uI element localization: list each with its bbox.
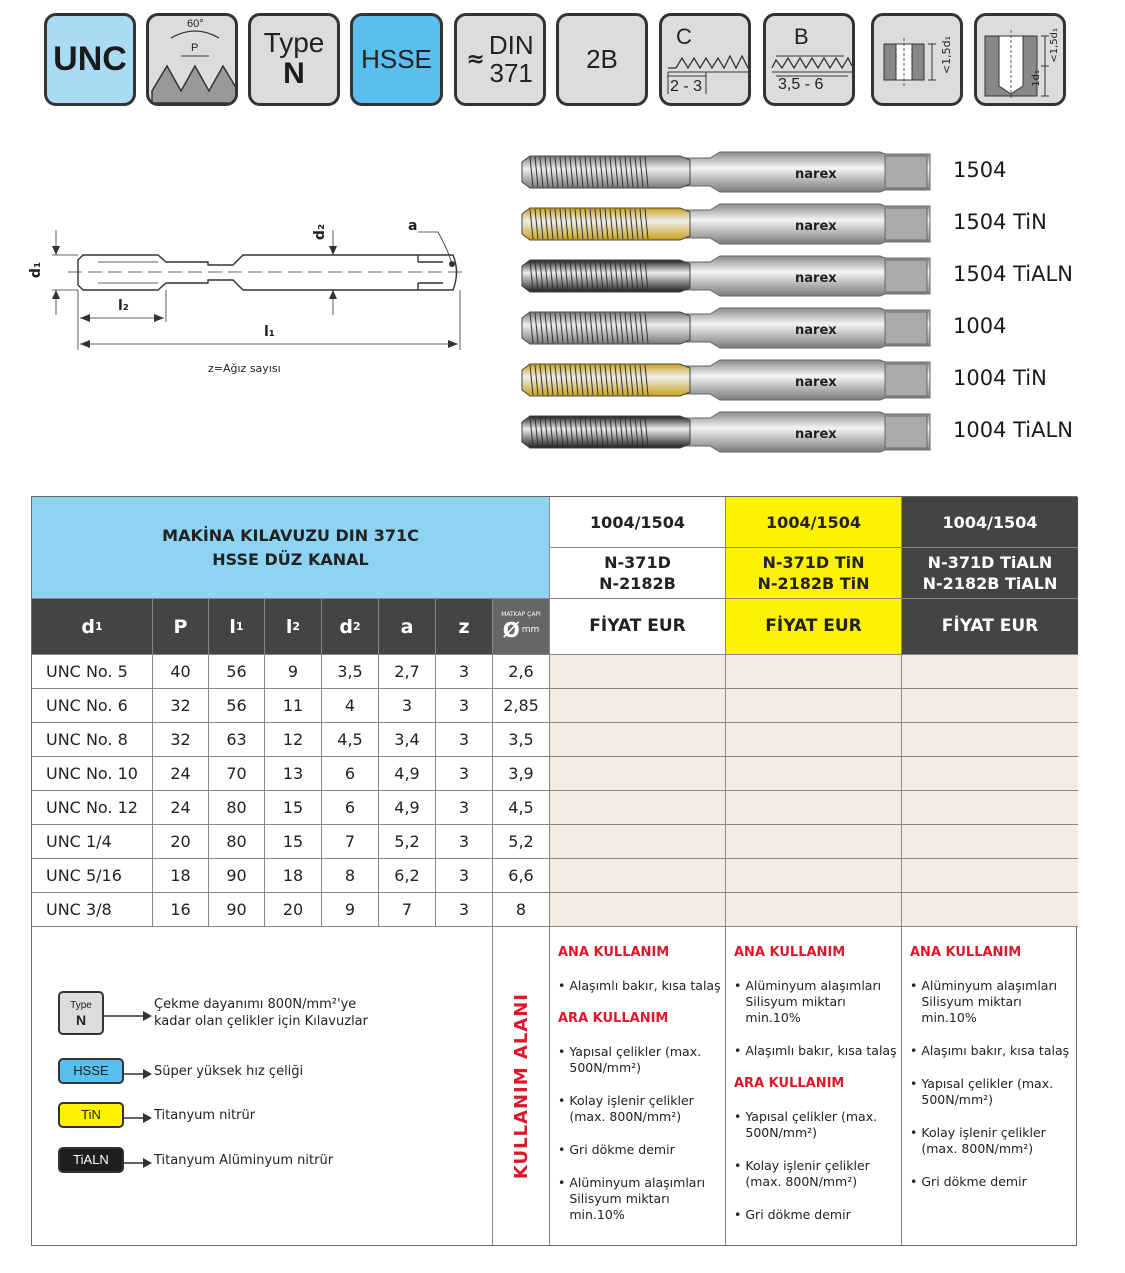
table-cell: 90 bbox=[209, 859, 265, 893]
table-cell: 2,7 bbox=[379, 655, 436, 689]
tap-label: 1504 bbox=[953, 158, 1007, 182]
usage-item: • Alaşımı bakır, kısa talaş bbox=[910, 1043, 1070, 1058]
table-cell: 20 bbox=[265, 893, 322, 927]
table-cell: 3,5 bbox=[493, 723, 550, 757]
table-cell: 9 bbox=[322, 893, 379, 927]
thread-size-cell: UNC 3/8 bbox=[32, 893, 153, 927]
hsse-badge bbox=[350, 13, 443, 106]
usage-item: • Yapısal çelikler (max. 500N/mm²) bbox=[910, 1076, 1074, 1108]
column-header-label: a bbox=[400, 615, 414, 638]
tap-label: 1004 TiN bbox=[953, 366, 1047, 390]
product-code-text: 1004/1504 bbox=[766, 512, 861, 532]
table-cell: 56 bbox=[209, 655, 265, 689]
hole1-label: <1,5d₁ bbox=[940, 36, 953, 75]
legend-text-line2: kadar olan çelikler için Kılavuzlar bbox=[154, 1014, 368, 1029]
table-cell: 7 bbox=[322, 825, 379, 859]
price-cell bbox=[902, 689, 1078, 723]
unc-badge bbox=[44, 13, 136, 106]
chamfer-c-icon bbox=[659, 13, 751, 106]
table-title-line1: MAKİNA KILAVUZU DIN 371C bbox=[162, 525, 419, 545]
usage-item-text: Gri dökme demir bbox=[745, 1207, 851, 1222]
usage-area-label-cell bbox=[493, 927, 550, 1245]
price-cell bbox=[902, 825, 1078, 859]
tap-drawing bbox=[28, 210, 478, 380]
column-header-sub: 1 bbox=[235, 620, 244, 633]
product-code-3 bbox=[902, 497, 1078, 548]
table-cell: 5,2 bbox=[493, 825, 550, 859]
table-cell: 3 bbox=[436, 791, 493, 825]
tap-image bbox=[520, 304, 932, 352]
table-cell: 3 bbox=[436, 723, 493, 757]
product-name-line1: N-371D bbox=[604, 553, 671, 572]
tap-label: 1504 TiN bbox=[953, 210, 1047, 234]
column-header bbox=[265, 599, 322, 655]
brand-logo: narex bbox=[795, 271, 837, 286]
table-cell: 24 bbox=[153, 757, 209, 791]
legend-text-line1: Titanyum nitrür bbox=[154, 1108, 256, 1123]
main-usage-title: ANA KULLANIM bbox=[558, 945, 670, 960]
table-cell: 6,6 bbox=[493, 859, 550, 893]
diameter-symbol: Ø bbox=[502, 618, 520, 642]
price-cell bbox=[726, 893, 902, 927]
tap-image bbox=[520, 356, 932, 404]
thread-size-cell: UNC No. 10 bbox=[32, 757, 153, 791]
brand-logo: narex bbox=[795, 427, 837, 442]
tap-outline-diagram bbox=[28, 210, 478, 380]
legend-swatch bbox=[58, 1102, 124, 1128]
product-names-2 bbox=[726, 548, 902, 599]
price-cell bbox=[726, 723, 902, 757]
price-cell bbox=[550, 723, 726, 757]
table-cell: 3 bbox=[436, 689, 493, 723]
price-cell bbox=[726, 859, 902, 893]
table-cell: 24 bbox=[153, 791, 209, 825]
tap-photo-row bbox=[520, 356, 1080, 404]
price-cell bbox=[726, 825, 902, 859]
column-header-label: l bbox=[285, 615, 293, 638]
usage-item-text: Gri dökme demir bbox=[569, 1142, 675, 1157]
brand-logo: narex bbox=[795, 375, 837, 390]
table-cell: 3 bbox=[436, 825, 493, 859]
legend-text bbox=[154, 1152, 484, 1169]
tap-label: 1004 TiALN bbox=[953, 418, 1073, 442]
price-cell bbox=[550, 757, 726, 791]
table-cell: 3 bbox=[436, 757, 493, 791]
usage-item-text: Alüminyum alaşımları Silisyum miktarı min.10% bbox=[745, 978, 882, 1025]
legend-text-line1: Titanyum Alüminyum nitrür bbox=[154, 1153, 334, 1168]
usage-item-text: Kolay işlenir çelikler (max. 800N/mm²) bbox=[745, 1158, 870, 1189]
legend-swatch bbox=[58, 1147, 124, 1173]
price-cell bbox=[550, 893, 726, 927]
price-header-2 bbox=[726, 599, 902, 655]
tap-image bbox=[520, 408, 932, 456]
price-header-1 bbox=[550, 599, 726, 655]
price-cell bbox=[902, 893, 1078, 927]
drill-diameter-header bbox=[493, 599, 550, 655]
table-cell: 4 bbox=[322, 689, 379, 723]
price-header-text: FİYAT EUR bbox=[589, 616, 686, 636]
price-header-3 bbox=[902, 599, 1078, 655]
price-cell bbox=[550, 689, 726, 723]
tolerance-badge bbox=[556, 13, 648, 106]
column-header bbox=[379, 599, 436, 655]
product-code-text: 1004/1504 bbox=[942, 512, 1038, 532]
brand-logo: narex bbox=[795, 323, 837, 338]
pitch-label: P bbox=[191, 42, 199, 54]
din-line1: DIN bbox=[488, 30, 534, 61]
legend-swatch-line1: TiALN bbox=[73, 1152, 109, 1167]
din-badge bbox=[454, 13, 546, 106]
column-header-sub: 1 bbox=[94, 620, 103, 633]
side-usage-title: ARA KULLANIM bbox=[558, 1011, 669, 1026]
table-title-line2: HSSE DÜZ KANAL bbox=[212, 549, 369, 569]
hole2-label: <1,5d₁ bbox=[1049, 28, 1060, 63]
column-header-sub: 2 bbox=[352, 620, 361, 633]
legend-text-line1: Süper yüksek hız çeliği bbox=[154, 1064, 304, 1079]
unc-label: UNC bbox=[53, 40, 127, 78]
price-cell bbox=[726, 757, 902, 791]
l1-label: l₁ bbox=[264, 324, 275, 340]
usage-item: • Alüminyum alaşımları Silisyum miktarı min.10% bbox=[734, 978, 897, 1026]
table-cell: 80 bbox=[209, 825, 265, 859]
legend-text-line1: Çekme dayanımı 800N/mm²'ye bbox=[154, 997, 357, 1012]
legend-swatch-line1: HSSE bbox=[73, 1063, 109, 1078]
table-cell: 13 bbox=[265, 757, 322, 791]
usage-column bbox=[550, 927, 726, 1245]
usage-item: • Alaşımlı bakır, kısa talaş bbox=[734, 1043, 897, 1058]
brand-logo: narex bbox=[795, 167, 837, 182]
table-cell: 9 bbox=[265, 655, 322, 689]
table-cell: 8 bbox=[322, 859, 379, 893]
table-cell: 12 bbox=[265, 723, 322, 757]
side-usage-title: ARA KULLANIM bbox=[734, 1076, 845, 1091]
table-cell: 2,6 bbox=[493, 655, 550, 689]
price-header-text: FİYAT EUR bbox=[765, 616, 862, 636]
product-name-line1: N-371D TiALN bbox=[927, 553, 1053, 572]
arrow-right-icon bbox=[124, 1154, 152, 1166]
type-letter: N bbox=[283, 57, 305, 91]
a-label: a bbox=[408, 218, 418, 234]
table-cell: 18 bbox=[153, 859, 209, 893]
din-line2: 371 bbox=[489, 57, 533, 88]
price-cell bbox=[902, 859, 1078, 893]
price-cell bbox=[550, 825, 726, 859]
usage-item-text: Kolay işlenir çelikler (max. 800N/mm²) bbox=[569, 1093, 694, 1124]
blind-hole-icon bbox=[974, 13, 1066, 106]
product-names-3 bbox=[902, 548, 1078, 599]
table-cell: 3,5 bbox=[322, 655, 379, 689]
price-cell bbox=[902, 791, 1078, 825]
table-cell: 32 bbox=[153, 723, 209, 757]
main-usage-title: ANA KULLANIM bbox=[910, 945, 1022, 960]
c-range: 2 - 3 bbox=[670, 78, 703, 95]
table-cell: 90 bbox=[209, 893, 265, 927]
column-header-label: d bbox=[339, 615, 353, 638]
table-cell: 6 bbox=[322, 791, 379, 825]
table-cell: 4,5 bbox=[322, 723, 379, 757]
product-table bbox=[31, 496, 1077, 1246]
table-cell: 16 bbox=[153, 893, 209, 927]
table-cell: 15 bbox=[265, 825, 322, 859]
legend-text bbox=[154, 996, 484, 1030]
legend-swatch-line1: TiN bbox=[81, 1107, 101, 1122]
arrow-right-icon bbox=[104, 1007, 152, 1019]
table-cell: 32 bbox=[153, 689, 209, 723]
tap-photo-row bbox=[520, 408, 1080, 456]
usage-item-text: Alüminyum alaşımları Silisyum miktarı min.10% bbox=[921, 978, 1058, 1025]
tap-photo-row bbox=[520, 252, 1080, 300]
product-name-line2: N-2182B TiN bbox=[757, 574, 870, 593]
usage-item: • Alüminyum alaşımları Silisyum miktarı min.10% bbox=[910, 978, 1074, 1026]
product-code-text: 1004/1504 bbox=[590, 512, 685, 532]
column-header-sub: 2 bbox=[292, 620, 301, 633]
table-cell: 20 bbox=[153, 825, 209, 859]
b-range: 3,5 - 6 bbox=[778, 76, 824, 93]
usage-item-text: Alaşımlı bakır, kısa talaş bbox=[569, 978, 721, 993]
usage-item: • Yapısal çelikler (max. 500N/mm²) bbox=[558, 1044, 721, 1076]
table-cell: 63 bbox=[209, 723, 265, 757]
table-cell: 56 bbox=[209, 689, 265, 723]
tap-photo-row bbox=[520, 304, 1080, 352]
legend-swatch bbox=[58, 991, 104, 1035]
product-name-line2: N-2182B bbox=[599, 574, 676, 593]
price-cell bbox=[550, 859, 726, 893]
d1-label: d₁ bbox=[28, 261, 45, 279]
usage-item-text: Kolay işlenir çelikler (max. 800N/mm²) bbox=[921, 1125, 1046, 1156]
table-cell: 70 bbox=[209, 757, 265, 791]
brand-logo: narex bbox=[795, 219, 837, 234]
tap-photo-row bbox=[520, 200, 1080, 248]
table-title bbox=[32, 497, 550, 599]
type-n-badge bbox=[248, 13, 340, 106]
legend-swatch-line2: N bbox=[75, 1012, 87, 1028]
drill-header-small: MATKAP ÇAPI bbox=[501, 611, 541, 618]
table-cell: 6,2 bbox=[379, 859, 436, 893]
chamfer-b-icon bbox=[763, 13, 855, 106]
usage-item-text: Alüminyum alaşımları Silisyum miktarı min.10% bbox=[569, 1175, 706, 1222]
d2-label: d₂ bbox=[312, 223, 329, 241]
table-cell: 3 bbox=[436, 859, 493, 893]
usage-item: • Alüminyum alaşımları Silisyum miktarı min.10% bbox=[558, 1175, 721, 1223]
thread-size-cell: UNC No. 12 bbox=[32, 791, 153, 825]
table-cell: 4,9 bbox=[379, 791, 436, 825]
product-name-line2: N-2182B TiALN bbox=[922, 574, 1058, 593]
usage-item: • Yapısal çelikler (max. 500N/mm²) bbox=[734, 1109, 897, 1141]
drawing-caption: z=Ağız sayısı bbox=[208, 362, 281, 375]
hsse-label: HSSE bbox=[361, 43, 432, 74]
tap-image bbox=[520, 148, 932, 196]
column-header bbox=[322, 599, 379, 655]
price-header-text: FİYAT EUR bbox=[941, 616, 1039, 636]
column-header bbox=[436, 599, 493, 655]
legend-area bbox=[32, 927, 493, 1245]
price-cell bbox=[550, 655, 726, 689]
table-cell: 3 bbox=[436, 893, 493, 927]
product-code-1 bbox=[550, 497, 726, 548]
thread-size-cell: UNC 5/16 bbox=[32, 859, 153, 893]
drill-header-unit: mm bbox=[521, 625, 540, 635]
usage-item: • Kolay işlenir çelikler (max. 800N/mm²) bbox=[910, 1125, 1074, 1157]
column-header-label: d bbox=[81, 615, 95, 638]
column-header bbox=[153, 599, 209, 655]
tap-label: 1504 TiALN bbox=[953, 262, 1073, 286]
usage-item-text: Alaşımı bakır, kısa talaş bbox=[921, 1043, 1070, 1058]
table-cell: 3 bbox=[436, 655, 493, 689]
thread-size-cell: UNC No. 6 bbox=[32, 689, 153, 723]
thread-size-cell: UNC No. 8 bbox=[32, 723, 153, 757]
usage-column bbox=[902, 927, 1078, 1245]
usage-item: • Gri dökme demir bbox=[734, 1207, 851, 1222]
price-cell bbox=[550, 791, 726, 825]
column-header-label: z bbox=[458, 615, 470, 638]
b-letter: B bbox=[794, 24, 809, 49]
table-cell: 18 bbox=[265, 859, 322, 893]
product-code-2 bbox=[726, 497, 902, 548]
usage-item-text: Yapısal çelikler (max. 500N/mm²) bbox=[569, 1044, 702, 1075]
table-cell: 3 bbox=[379, 689, 436, 723]
table-cell: 40 bbox=[153, 655, 209, 689]
legend-swatch-line1: Type bbox=[70, 1000, 92, 1011]
table-cell: 5,2 bbox=[379, 825, 436, 859]
legend-swatch bbox=[58, 1058, 124, 1084]
arrow-right-icon bbox=[124, 1109, 152, 1121]
arrow-right-icon bbox=[124, 1065, 152, 1077]
usage-item-text: Gri dökme demir bbox=[921, 1174, 1027, 1189]
main-usage-title: ANA KULLANIM bbox=[734, 945, 846, 960]
usage-item-text: Alaşımlı bakır, kısa talaş bbox=[745, 1043, 897, 1058]
column-header bbox=[32, 599, 153, 655]
usage-item-text: Yapısal çelikler (max. 500N/mm²) bbox=[921, 1076, 1054, 1107]
usage-item: • Gri dökme demir bbox=[910, 1174, 1027, 1189]
price-cell bbox=[902, 655, 1078, 689]
tolerance-label: 2B bbox=[586, 43, 618, 74]
table-cell: 7 bbox=[379, 893, 436, 927]
table-cell: 2,85 bbox=[493, 689, 550, 723]
angle-label: 60° bbox=[187, 18, 204, 30]
price-cell bbox=[902, 757, 1078, 791]
usage-area-label: KULLANIM ALANI bbox=[510, 992, 532, 1180]
thread-size-cell: UNC No. 5 bbox=[32, 655, 153, 689]
table-cell: 8 bbox=[493, 893, 550, 927]
usage-column bbox=[726, 927, 902, 1245]
usage-item: • Alaşımlı bakır, kısa talaş bbox=[558, 978, 721, 993]
price-cell bbox=[726, 689, 902, 723]
table-cell: 3,9 bbox=[493, 757, 550, 791]
usage-item: • Kolay işlenir çelikler (max. 800N/mm²) bbox=[558, 1093, 721, 1125]
approx-symbol: ≈ bbox=[466, 47, 485, 72]
column-header-label: l bbox=[229, 615, 236, 638]
type-word: Type bbox=[263, 26, 325, 58]
table-cell: 3,4 bbox=[379, 723, 436, 757]
table-cell: 11 bbox=[265, 689, 322, 723]
usage-item: • Kolay işlenir çelikler (max. 800N/mm²) bbox=[734, 1158, 897, 1190]
product-name-line1: N-371D TiN bbox=[762, 553, 865, 572]
usage-item: • Gri dökme demir bbox=[558, 1142, 675, 1157]
tap-label: 1004 bbox=[953, 314, 1007, 338]
through-hole-icon bbox=[871, 13, 963, 106]
table-cell: 4,9 bbox=[379, 757, 436, 791]
legend-text bbox=[154, 1107, 484, 1124]
tap-image bbox=[520, 252, 932, 300]
product-names-1 bbox=[550, 548, 726, 599]
tap-image bbox=[520, 200, 932, 248]
price-cell bbox=[902, 723, 1078, 757]
thread-size-cell: UNC 1/4 bbox=[32, 825, 153, 859]
table-cell: 80 bbox=[209, 791, 265, 825]
hole2-d: 1d₁ bbox=[1031, 70, 1042, 87]
tap-photo-row bbox=[520, 148, 1080, 196]
legend-text bbox=[154, 1063, 484, 1080]
c-letter: C bbox=[676, 24, 692, 49]
table-cell: 6 bbox=[322, 757, 379, 791]
usage-item-text: Yapısal çelikler (max. 500N/mm²) bbox=[745, 1109, 878, 1140]
price-cell bbox=[726, 791, 902, 825]
thread-profile-icon bbox=[146, 13, 238, 106]
column-header-label: P bbox=[173, 615, 188, 638]
l2-label: l₂ bbox=[118, 298, 129, 314]
column-header bbox=[209, 599, 265, 655]
table-cell: 15 bbox=[265, 791, 322, 825]
table-cell: 4,5 bbox=[493, 791, 550, 825]
price-cell bbox=[726, 655, 902, 689]
